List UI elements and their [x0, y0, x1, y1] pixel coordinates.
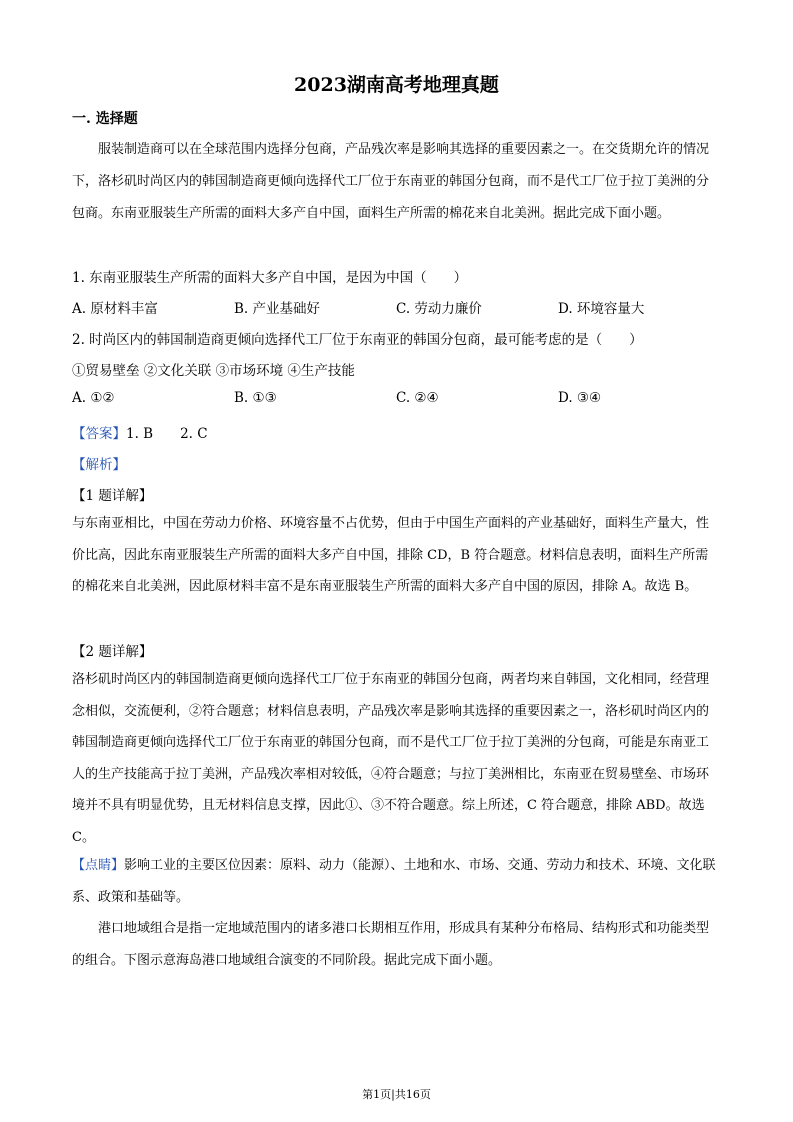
question-2-stem: 2. 时尚区内的韩国制造商更倾向选择代工厂位于东南亚的韩国分包商，最可能考虑的是（ ）: [72, 332, 643, 348]
detail-2-heading: 【2 题详解】: [72, 644, 153, 660]
material-passage-2: 港口地域组合是指一定地域范围内的诸多港口长期相互作用，形成具有某种分布格局、结构形式和功能类型的组合。下图示意海岛港口地域组合演变的不同阶段。据此完成下面小题。: [72, 921, 710, 968]
q1-option-d: D. 环境容量大: [558, 301, 645, 317]
material-passage-1: 服装制造商可以在全球范围内选择分包商，产品残次率是影响其选择的重要因素之一。在交货期允许的情况下，洛杉矶时尚区内的韩国制造商更倾向选择代工厂位于东南亚的韩国分包商，而不是代工厂位于拉丁美洲的分包商。东南亚服装生产所需的面料大多产自中国，面料生产所需的棉花来自北美洲。据此完成下面小题。: [72, 142, 710, 221]
detail-2-text: 洛杉矶时尚区内的韩国制造商更倾向选择代工厂位于东南亚的韩国分包商，两者均来自韩国，文化相同，经营理念相似，交流便利，②符合题意；材料信息表明，产品残次率是影响其选择的重要因素之一，洛杉矶时尚区内的韩国制造商更倾向选择代工厂位于东南亚的韩国分包商，而不是代工厂位于拉丁美洲的分包商，可能是东南亚工人的生产技能高于拉丁美洲，产品残次率相对较低，④符合题意；与拉丁美洲相比，东南亚在贸易壁垒、市场环境并不具有明显优势，且无材料信息支撑，因此①、③不符合题意。综上所述，C 符合题意，排除 ABD。故选 C。: [72, 672, 710, 845]
tip-text: 影响工业的主要区位因素：原料、动力（能源）、土地和水、市场、交通、劳动力和技术、环境、文化联系、政策和基础等。: [72, 858, 716, 905]
q2-option-b: B. ①③: [234, 390, 277, 406]
section-heading: 一. 选择题: [72, 111, 138, 127]
answer-tag: 【答案】: [72, 426, 126, 442]
detail-1-heading: 【1 题详解】: [72, 488, 153, 504]
q1-option-b: B. 产业基础好: [234, 301, 321, 317]
q1-option-c: C. 劳动力廉价: [396, 301, 482, 317]
page-footer: 第1页|共16页: [362, 1088, 431, 1101]
q2-option-c: C. ②④: [396, 390, 439, 406]
answer-text: 1. B 2. C: [126, 426, 208, 442]
tip-paragraph: [72, 850, 720, 913]
q1-option-a: A. 原材料丰富: [72, 301, 158, 317]
tip-tag: 【点睛】: [72, 858, 125, 873]
q2-option-a: A. ①②: [72, 390, 115, 406]
question-2-choices: ①贸易壁垒 ②文化关联 ③市场环境 ④生产技能: [72, 363, 355, 379]
analysis-tag: 【解析】: [72, 457, 126, 473]
detail-1-text: 与东南亚相比，中国在劳动力价格、环境容量不占优势，但由于中国生产面料的产业基础好，面料生产量大，性价比高，因此东南亚服装生产所需的面料大多产自中国，排除 CD，B 符合题意。材料信息表明，面料生产所需的棉花来自北美洲，因此原材料丰富不是东南亚服装生产所需的面料大多产自中国的原因，排除 A。故选 B。: [72, 516, 710, 594]
page-title: 2023湖南高考地理真题: [294, 74, 499, 96]
question-1-stem: 1. 东南亚服装生产所需的面料大多产自中国，是因为中国（ ）: [72, 270, 468, 286]
answer-line: [72, 422, 208, 442]
q2-option-d: D. ③④: [558, 390, 602, 406]
